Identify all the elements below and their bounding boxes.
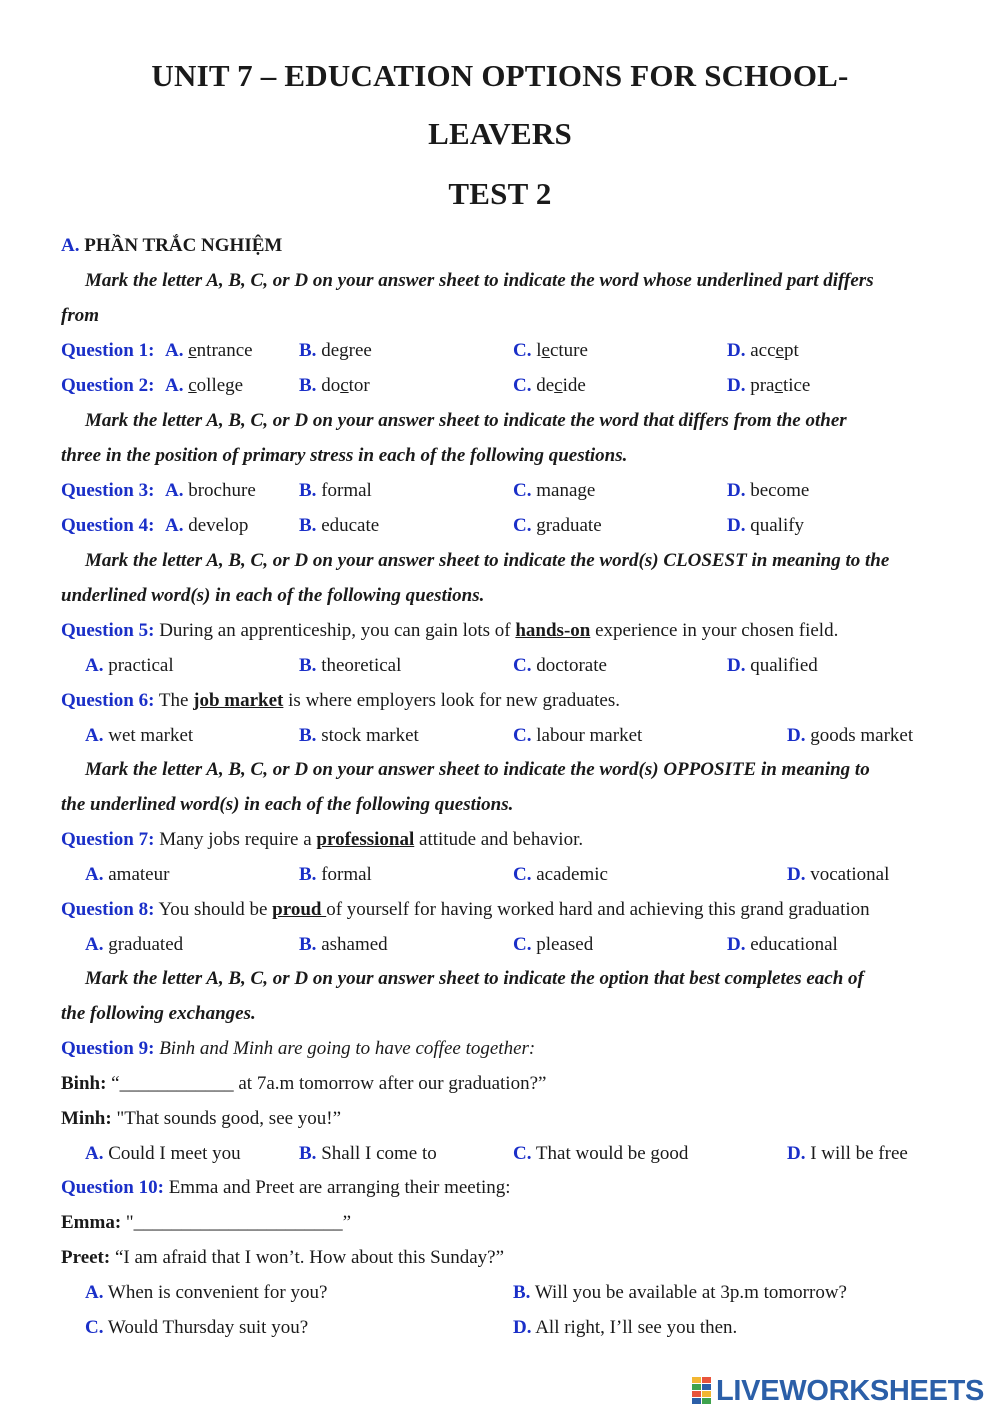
section-prefix: A. [61, 235, 80, 256]
speaker-emma: Emma: [61, 1212, 122, 1233]
question-6-stem-post: is where employers look for new graduates. [288, 690, 621, 711]
question-8-stem-pre: You should be [158, 899, 268, 920]
instruction-2-line-2: three in the position of primary stress in each of the following questions. [61, 445, 628, 466]
option-d[interactable]: D. goods market [787, 725, 914, 746]
question-2-label: Question 2: [61, 375, 155, 396]
question-6-keyword: job market [193, 690, 284, 711]
option-d[interactable]: D. I will be free [787, 1143, 908, 1164]
option-c[interactable]: C. lecture [513, 340, 588, 361]
option-d[interactable]: D. qualify [727, 515, 805, 536]
option-d[interactable]: D. accept [727, 340, 799, 361]
speaker-minh: Minh: [61, 1108, 112, 1129]
question-10-context: Emma and Preet are arranging their meeting: [168, 1177, 511, 1198]
section-label: PHẦN TRẮC NGHIỆM [84, 235, 283, 256]
question-7-keyword: professional [316, 829, 415, 850]
option-c[interactable]: C. manage [513, 480, 596, 501]
question-1-label: Question 1: [61, 340, 155, 361]
option-a[interactable]: A. develop [165, 515, 249, 536]
question-7-stem-post: attitude and behavior. [419, 829, 584, 850]
option-c[interactable]: C. pleased [513, 934, 594, 955]
question-9-context: Binh and Minh are going to have coffee together: [159, 1038, 536, 1059]
option-c[interactable]: C. decide [513, 375, 586, 396]
option-c[interactable]: C. graduate [513, 515, 602, 536]
option-d[interactable]: D. All right, I’ll see you then. [513, 1317, 738, 1338]
option-d[interactable]: D. qualified [727, 655, 818, 676]
test-heading: TEST 2 [448, 176, 552, 211]
question-5-keyword: hands-on [515, 620, 591, 641]
question-9 [61, 1037, 940, 1061]
option-b[interactable]: B. educate [299, 515, 380, 536]
option-c[interactable]: C. Would Thursday suit you? [85, 1317, 309, 1338]
option-a[interactable]: A. Could I meet you [85, 1143, 241, 1164]
liveworksheets-logo-text: LIVEWORKSHEETS [716, 1374, 985, 1407]
question-6-label: Question 6: [61, 690, 155, 711]
option-a[interactable]: A. When is convenient for you? [85, 1282, 328, 1303]
speaker-binh: Binh: [61, 1073, 107, 1094]
option-b[interactable]: B. doctor [299, 375, 370, 396]
question-8 [61, 898, 940, 922]
option-a[interactable]: A. entrance [165, 340, 253, 361]
instruction-5-line-1: Mark the letter A, B, C, or D on your answer sheet to indicate the option that best completes each of [85, 968, 864, 989]
question-8-stem-post: of yourself for having worked hard and achieving this grand graduation [326, 899, 870, 920]
option-b[interactable]: B. degree [299, 340, 372, 361]
question-10-label: Question 10: [61, 1177, 164, 1198]
option-b[interactable]: B. ashamed [299, 934, 388, 955]
option-d[interactable]: D. practice [727, 375, 811, 396]
speaker-preet: Preet: [61, 1247, 111, 1268]
option-b[interactable]: B. Will you be available at 3p.m tomorrow? [513, 1282, 847, 1303]
question-4-label: Question 4: [61, 515, 155, 536]
question-8-keyword: proud [272, 899, 327, 920]
instruction-1-line-2: from [61, 305, 99, 326]
option-c[interactable]: C. doctorate [513, 655, 607, 676]
option-b[interactable]: B. Shall I come to [299, 1143, 437, 1164]
dialogue-text: “I am afraid that I won’t. How about this Sunday?” [114, 1247, 505, 1268]
dialogue-text: “____________ at 7a.m tomorrow after our graduation?” [111, 1073, 547, 1094]
question-10 [61, 1176, 940, 1200]
option-b[interactable]: B. formal [299, 480, 372, 501]
question-5-stem-pre: During an apprenticeship, you can gain lots of [159, 620, 511, 641]
option-a[interactable]: A. graduated [85, 934, 184, 955]
option-d[interactable]: D. vocational [787, 864, 890, 885]
option-d[interactable]: D. become [727, 480, 810, 501]
instruction-1-line-1: Mark the letter A, B, C, or D on your answer sheet to indicate the word whose underlined part differs [85, 270, 874, 291]
dialogue-line-2 [61, 1107, 940, 1131]
liveworksheets-logo-icon [692, 1377, 712, 1405]
option-a[interactable]: A. practical [85, 655, 174, 676]
instruction-5-line-2: the following exchanges. [61, 1003, 256, 1024]
question-5-stem-post: experience in your chosen field. [595, 620, 839, 641]
section-heading [61, 234, 940, 258]
instruction-2-line-1: Mark the letter A, B, C, or D on your answer sheet to indicate the word that differs from the other [85, 410, 847, 431]
dialogue-line-1 [61, 1072, 940, 1096]
question-6-stem-pre: The [158, 690, 189, 711]
option-b[interactable]: B. stock market [299, 725, 419, 746]
question-8-label: Question 8: [61, 899, 155, 920]
option-a[interactable]: A. college [165, 375, 244, 396]
option-c[interactable]: C. labour market [513, 725, 643, 746]
question-7-label: Question 7: [61, 829, 155, 850]
instruction-4-line-1: Mark the letter A, B, C, or D on your answer sheet to indicate the word(s) OPPOSITE in meaning to [85, 759, 870, 780]
option-c[interactable]: C. academic [513, 864, 608, 885]
option-b[interactable]: B. theoretical [299, 655, 402, 676]
question-5-label: Question 5: [61, 620, 155, 641]
option-a[interactable]: A. brochure [165, 480, 256, 501]
question-9-label: Question 9: [61, 1038, 155, 1059]
question-7-stem-pre: Many jobs require a [159, 829, 312, 850]
question-5 [61, 619, 940, 643]
option-a[interactable]: A. wet market [85, 725, 194, 746]
dialogue-text: "That sounds good, see you!” [116, 1108, 342, 1129]
question-3-label: Question 3: [61, 480, 155, 501]
question-6 [61, 689, 940, 713]
title-line-1: UNIT 7 – EDUCATION OPTIONS FOR SCHOOL- [151, 58, 849, 93]
instruction-3-line-1: Mark the letter A, B, C, or D on your answer sheet to indicate the word(s) CLOSEST in meaning to the [85, 550, 890, 571]
dialogue-text: "______________________” [125, 1212, 352, 1233]
title-line-2: LEAVERS [428, 116, 572, 151]
instruction-3-line-2: underlined word(s) in each of the following questions. [61, 585, 485, 606]
option-c[interactable]: C. That would be good [513, 1143, 689, 1164]
option-b[interactable]: B. formal [299, 864, 372, 885]
dialogue-line-1 [61, 1211, 940, 1235]
dialogue-line-2 [61, 1246, 940, 1270]
question-7 [61, 828, 940, 852]
option-d[interactable]: D. educational [727, 934, 838, 955]
instruction-4-line-2: the underlined word(s) in each of the following questions. [61, 794, 514, 815]
liveworksheets-logo[interactable] [692, 1375, 984, 1407]
option-a[interactable]: A. amateur [85, 864, 170, 885]
